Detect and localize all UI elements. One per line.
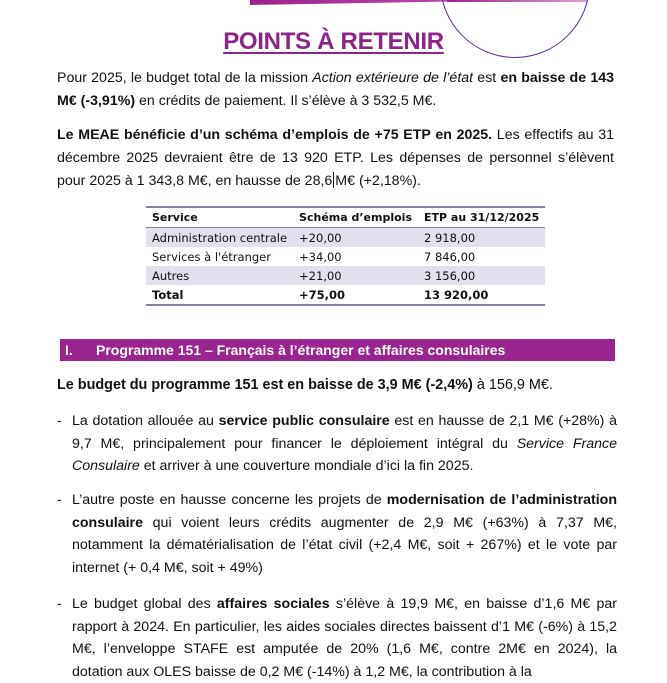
intro-paragraph-budget xyxy=(57,67,614,113)
cell-total-label: Total xyxy=(152,287,184,302)
cell-etp: 3 156,00 xyxy=(424,268,476,283)
bullet-text xyxy=(72,489,617,579)
text: à 156,9 M€. xyxy=(472,377,553,393)
bold-term: modernisation de l’administration consulaire xyxy=(72,492,618,531)
cell-total-etp: 13 920,00 xyxy=(424,287,489,302)
bold-term: service public consulaire xyxy=(218,413,390,429)
table-row xyxy=(146,228,545,248)
cell-schema: +21,00 xyxy=(299,268,342,283)
bullet-text xyxy=(72,593,617,683)
col-header-schema: Schéma d’emplois xyxy=(299,211,412,224)
mission-name: Action extérieure de l’état xyxy=(312,70,474,86)
employment-highlight: Le MEAE bénéficie d’un schéma d’emplois de +75 ETP en 2025. xyxy=(57,127,493,143)
page-title: POINTS À RETENIR xyxy=(223,28,444,55)
decorative-banner-stripe xyxy=(250,0,450,5)
text: en crédits de paiement. Il s’élève à 3 532,5 M€. xyxy=(135,93,437,109)
cell-total-schema: +75,00 xyxy=(299,287,346,302)
text: Pour 2025, le budget total de la mission xyxy=(57,70,313,86)
table-header-row xyxy=(146,207,545,228)
text: est en hausse de 2,1 M€ (+28%) à 9,7 M€, principalement pour financer le déploiement intégral du xyxy=(72,413,617,452)
text: et arriver à une couverture mondiale d’ici la fin 2025. xyxy=(139,458,474,474)
cell-service: Services à l'étranger xyxy=(152,249,271,264)
text: M€ (+2,18%). xyxy=(335,173,421,189)
bullet-dash: - xyxy=(57,413,62,429)
section-number: I. xyxy=(65,342,73,358)
list-item xyxy=(57,410,617,478)
text: L’autre poste en hausse concerne les projets de xyxy=(72,492,387,508)
text: s’élève à 19,9 M€, en baisse d’1,6 M€ par rapport à 2024. En particulier, les aides sociales directes baissent d’1 M€ (-6%) à 15,2 M€, l’enveloppe STAFE est amputée de 20% (1,6 M€, contre 2M€ en 2024), la dotation aux OLES baisse de 0,2 M€ (-14%) à 1,2 M€, la contribution à la xyxy=(72,596,617,680)
italic-term: Service France Consulaire xyxy=(72,435,618,474)
bullet-dash: - xyxy=(57,596,62,612)
cell-etp: 7 846,00 xyxy=(424,249,476,264)
col-header-etp: ETP au 31/12/2025 xyxy=(424,211,540,224)
list-item xyxy=(57,593,617,683)
bold-term: affaires sociales xyxy=(216,596,330,612)
employment-table xyxy=(146,206,545,306)
cell-schema: +20,00 xyxy=(299,230,342,245)
table-row xyxy=(146,247,545,266)
text: La dotation allouée au xyxy=(72,413,219,429)
text: Les effectifs au 31 décembre 2025 devraient être de 13 920 ETP. Les dépenses de personnel s’élèvent pour 2025 à 1 343,8 M€, en hausse de 28,6 xyxy=(57,127,614,189)
list-item xyxy=(57,489,617,579)
table-total-row xyxy=(146,285,545,305)
section-title: Programme 151 – Français à l’étranger et affaires consulaires xyxy=(96,342,506,358)
bullet-dash: - xyxy=(57,492,62,508)
programme-budget-change: Le budget du programme 151 est en baisse de 3,9 M€ (-2,4%) xyxy=(57,377,473,393)
programme-summary xyxy=(57,374,614,397)
cell-schema: +34,00 xyxy=(299,249,342,264)
col-header-service: Service xyxy=(152,211,198,224)
cell-etp: 2 918,00 xyxy=(424,230,476,245)
intro-paragraph-employment xyxy=(57,124,614,193)
section-heading-programme-151 xyxy=(60,339,615,361)
text: est xyxy=(473,70,501,86)
text: qui voient leurs crédits augmenter de 2,9 M€ (+63%) à 7,37 M€, notamment la dématérialisation de l’état civil (+2,4 M€, soit + 267%) et le vote par internet (+ 0,4 M€, soit + 49%) xyxy=(72,514,617,576)
cell-service: Autres xyxy=(152,268,190,283)
text: Le budget global des xyxy=(72,596,217,612)
budget-change: en baisse de 143 M€ (-3,91%) xyxy=(57,70,614,109)
cell-service: Administration centrale xyxy=(152,230,288,245)
bullet-text xyxy=(72,410,617,478)
table-row xyxy=(146,266,545,285)
